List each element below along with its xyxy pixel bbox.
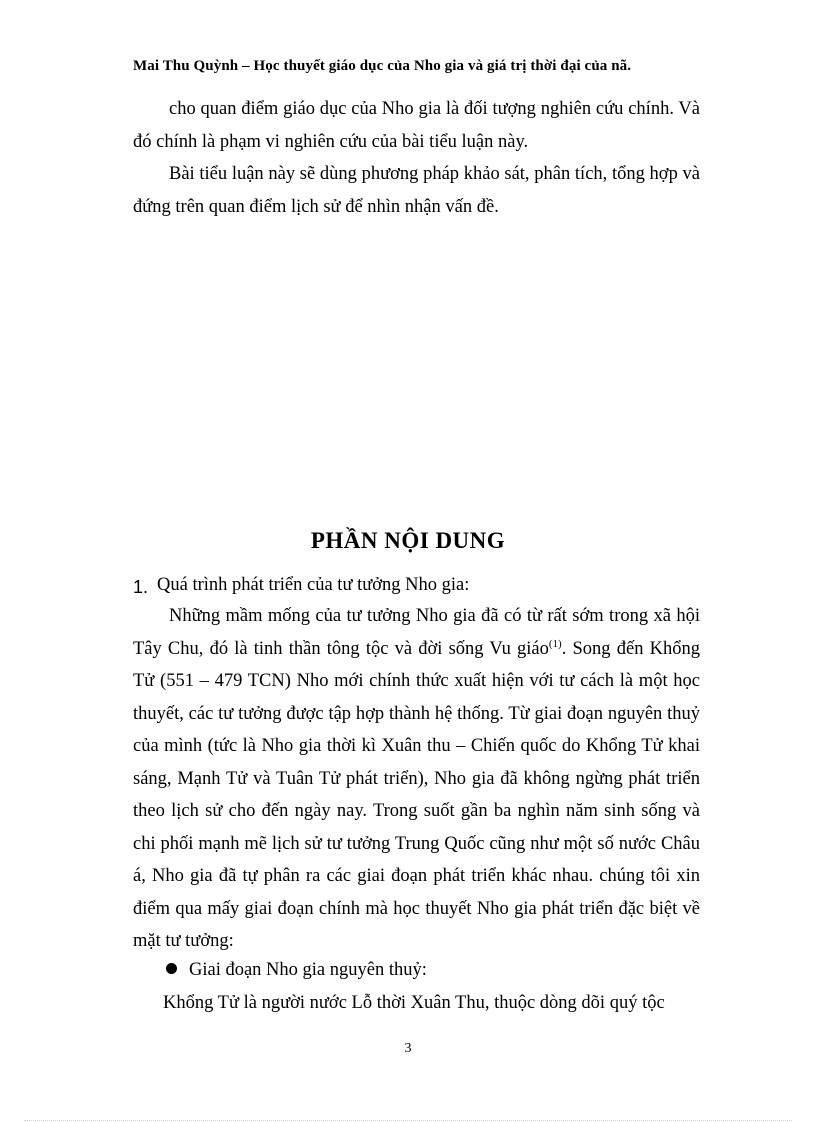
heading-text: Quá trình phát triển của tư tưởng Nho gia: [157,575,470,595]
intro-paragraph-2: Bài tiểu luận này sẽ dùng phương pháp khảo sát, phân tích, tổng hợp và đứng trên quan điểm lịch sử để nhìn nhận vấn đề. [133,164,700,217]
content-paragraph [133,600,700,958]
page-number: 3 [404,1041,412,1056]
intro-paragraph-1: cho quan điểm giáo dục của Nho gia là đối tượng nghiên cứu chính. Và đó chính là phạm vi nghiên cứu của bài tiểu luận này. [133,99,700,152]
content-paragraph-part2: . Song đến Khổng Tử (551 – 479 TCN) Nho mới chính thức xuất hiện với tư cách là một học thuyết, các tư tưởng được tập hợp thành hệ thống. Từ giai đoạn nguyên thuỷ của mình (tức là Nho gia thời kì Xuân thu – Chiến quốc do Khổng Tử khai sáng, Mạnh Tử và Tuân Tử phát triển), Nho gia đã không ngừng phát triển theo lịch sử cho đến ngày nay. Trong suốt gần ba nghìn năm sinh sống và chi phối mạnh mẽ lịch sử tư tưởng Trung Quốc cũng như một số nước Châu á, Nho gia đã tự phân ra các giai đoạn phát triển khác nhau. chúng tôi xin điểm qua mấy giai đoạn chính mà học thuyết Nho gia phát triển đặc biệt về mặt tư tưởng: [133,638,700,951]
bullet-icon [166,963,177,974]
section-heading [133,570,700,599]
running-header: Mai Thu Quỳnh – Học thuyết giáo dục của Nho gia và giá trị thời đại của nã. [133,58,632,74]
footnote-ref[interactable]: (1) [548,637,562,650]
intro-block [133,93,700,223]
section-title: PHẦN NỘI DUNG [310,528,506,553]
heading-number: 1. [133,577,149,597]
bullet-item [166,954,427,986]
page-bottom-border [24,1120,792,1121]
content-block [133,600,700,958]
bullet-text: Giai đoạn Nho gia nguyên thuỷ: [189,960,427,980]
content-paragraph-part1: Những mầm mống của tư tưởng Nho gia đã có từ rất sớm trong xã hội Tây Chu, đó là tinh thần tông tộc và đời sống Vu giáo [133,606,700,659]
continuation-line: Khổng Tử là người nước Lỗ thời Xuân Thu, thuộc dòng dõi quý tộc [163,993,665,1013]
